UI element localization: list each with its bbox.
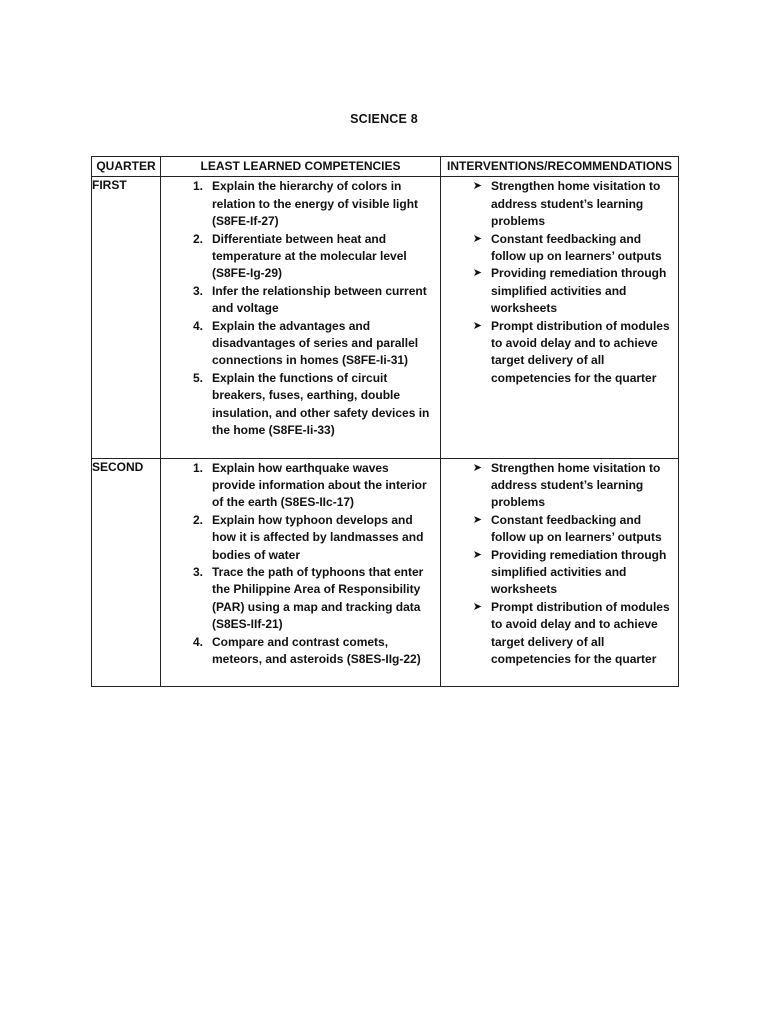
interventions-cell: [441, 177, 679, 458]
page-title: SCIENCE 8: [350, 112, 418, 126]
competency-item: [161, 634, 434, 669]
intervention-text: Strengthen home visitation to address student’s learning problems: [491, 460, 661, 510]
competencies-list: [161, 177, 440, 457]
competency-number: 1.: [192, 460, 203, 475]
table-header-row: [92, 157, 679, 177]
intervention-item: [441, 265, 672, 317]
intervention-text: Providing remediation through simplified activities and worksheets: [491, 547, 667, 597]
competency-item: [161, 460, 434, 512]
interventions-list: [441, 459, 678, 681]
competency-item: [161, 178, 434, 230]
competency-number: 4.: [192, 634, 203, 649]
intervention-text: Constant feedbacking and follow up on learners’ outputs: [491, 512, 662, 545]
competency-item: [161, 512, 434, 564]
competency-item: [161, 370, 434, 440]
competency-number: 2.: [192, 512, 203, 527]
competency-number: 3.: [192, 283, 203, 298]
competency-number: 5.: [192, 370, 203, 385]
competency-text: Explain the advantages and disadvantages of series and parallel connections in homes (S8FE-Ii-31): [212, 318, 419, 368]
intervention-text: Prompt distribution of modules to avoid delay and to achieve target delivery of all competencies for the quarter: [491, 318, 670, 385]
intervention-item: [441, 460, 672, 512]
competency-text: Explain how typhoon develops and how it is affected by landmasses and bodies of water: [212, 512, 424, 562]
competency-item: [161, 564, 434, 634]
header-interventions: INTERVENTIONS/RECOMMENDATIONS: [441, 157, 679, 177]
arrowhead-bullet-icon: ➤: [472, 600, 482, 613]
competency-text: Infer the relationship between current and voltage: [212, 283, 427, 316]
competency-number: 2.: [192, 231, 203, 246]
table-body: [92, 177, 679, 687]
quarter-cell: SECOND: [92, 458, 161, 687]
header-quarter: QUARTER: [92, 157, 161, 177]
arrowhead-bullet-icon: ➤: [472, 267, 482, 280]
header-competencies: LEAST LEARNED COMPETENCIES: [161, 157, 441, 177]
arrowhead-bullet-icon: ➤: [472, 180, 482, 193]
intervention-text: Strengthen home visitation to address student’s learning problems: [491, 179, 661, 229]
interventions-cell: [441, 458, 679, 687]
competency-text: Compare and contrast comets, meteors, and asteroids (S8ES-IIg-22): [212, 634, 421, 666]
intervention-text: Constant feedbacking and follow up on learners’ outputs: [491, 231, 662, 264]
intervention-item: [441, 231, 672, 266]
competency-item: [161, 318, 434, 370]
intervention-item: [441, 512, 672, 547]
interventions-list: [441, 177, 678, 399]
competency-number: 4.: [192, 318, 203, 333]
intervention-text: Providing remediation through simplified activities and worksheets: [491, 266, 667, 316]
table-row: [92, 458, 679, 687]
competency-item: [161, 231, 434, 283]
intervention-text: Prompt distribution of modules to avoid delay and to achieve target delivery of all competencies for the quarter: [491, 599, 670, 666]
competency-number: 3.: [192, 564, 203, 579]
quarter-cell: FIRST: [92, 177, 161, 458]
competency-text: Explain the hierarchy of colors in relation to the energy of visible light (S8FE-If-27): [212, 179, 419, 229]
competency-text: Explain the functions of circuit breakers, fuses, earthing, double insulation, and other safety devices in the home (S8FE-Ii-33): [212, 370, 430, 438]
intervention-item: [441, 318, 672, 388]
competencies-table: [91, 156, 679, 687]
competencies-cell: [161, 458, 441, 687]
competency-text: Trace the path of typhoons that enter the Philippine Area of Responsibility (PAR) using a map and tracking data (S8ES-IIf-21): [212, 564, 424, 632]
table-row: [92, 177, 679, 458]
competency-number: 1.: [192, 179, 203, 194]
intervention-item: [441, 599, 672, 669]
competency-text: Differentiate between heat and temperature at the molecular level (S8FE-Ig-29): [212, 231, 407, 281]
competencies-cell: [161, 177, 441, 458]
intervention-item: [441, 547, 672, 599]
arrowhead-bullet-icon: ➤: [472, 548, 482, 561]
competency-text: Explain how earthquake waves provide information about the interior of the earth (S8ES-IIc-17): [212, 460, 427, 510]
competency-item: [161, 283, 434, 318]
competencies-list: [161, 459, 440, 687]
arrowhead-bullet-icon: ➤: [472, 319, 482, 332]
arrowhead-bullet-icon: ➤: [472, 461, 482, 474]
arrowhead-bullet-icon: ➤: [472, 232, 482, 245]
intervention-item: [441, 178, 672, 230]
arrowhead-bullet-icon: ➤: [472, 513, 482, 526]
